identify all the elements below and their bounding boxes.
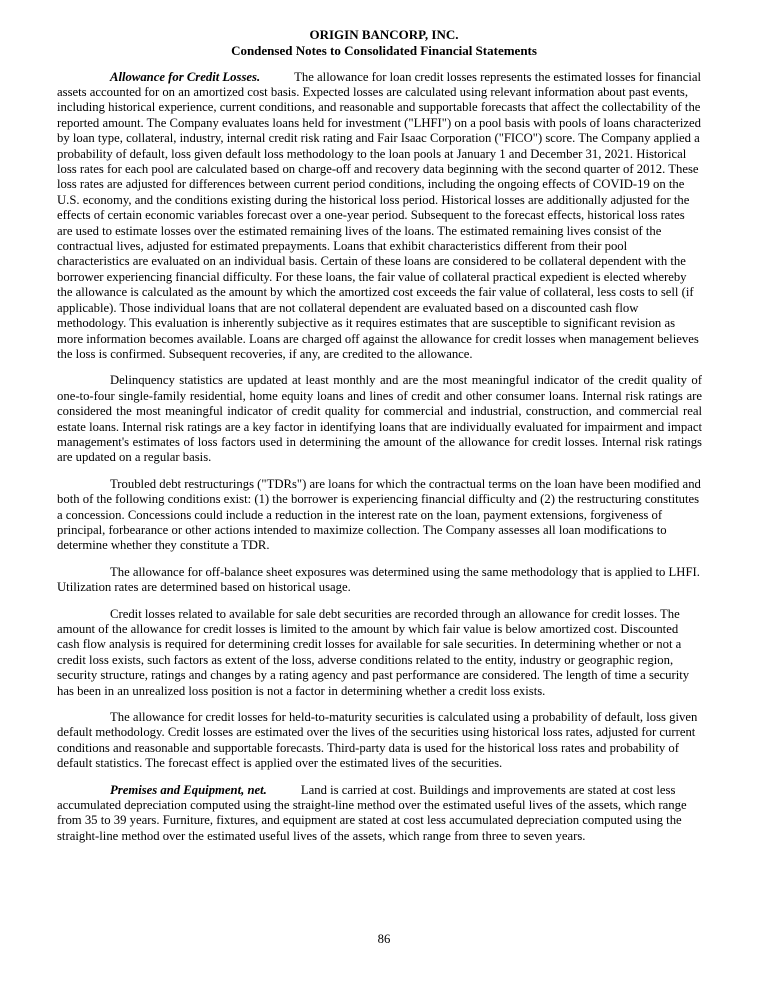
- paragraph-text: Land is carried at cost. Buildings and improvements are stated at cost less accumulated depreciation computed using the straight-line method over the estimated useful lives of the assets, which range from 35 to 39 years. Furniture, fixtures, and equipment are stated at cost less accumulated depreciation computed using the straight-line method over the estimated useful lives of the assets, which range from three to seven years.: [57, 782, 687, 843]
- paragraph-allowance-credit-losses: [57, 70, 702, 363]
- paragraph-text: The allowance for off-balance sheet exposures was determined using the same methodology that is applied to LHFI. Utilization rates are determined based on historical usage.: [57, 564, 700, 595]
- paragraph-text: Troubled debt restructurings ("TDRs") are loans for which the contractual terms on the loan have been modified and both of the following conditions exist: (1) the borrower is experiencing financial difficulty and (2) the restructuring constitutes a concession. Concessions could include a reduction in the interest rate on the loan, payment extensions, forgiveness of principal, forbearance or other actions intended to maximize collection. The Company assesses all loan modifications to determine whether they constitute a TDR.: [57, 476, 701, 553]
- paragraph-text: Delinquency statistics are updated at least monthly and are the most meaningful indicator of the credit quality of one-to-four single-family residential, home equity loans and lines of credit and other consumer loans. Internal risk ratings are considered the most meaningful indicator of credit quality for commercial and industrial, construction, and commercial real estate loans. Internal risk ratings are a key factor in identifying loans that are individually evaluated for impairment and impact management's estimates of loss factors used in determining the amount of the allowance for credit losses. Internal risk ratings are updated on a regular basis.: [57, 373, 702, 465]
- paragraph-lead-premises-and-equipment: Premises and Equipment, net.: [110, 782, 267, 797]
- paragraph-held-to-maturity-credit-losses: [57, 710, 702, 772]
- paragraph-available-for-sale-credit-losses: [57, 607, 702, 699]
- document-header: [0, 0, 768, 59]
- paragraph-text: The allowance for loan credit losses represents the estimated losses for financial assets accounted for on an amortized cost basis. Expected losses are calculated using relevant information about past events, including historical experience, current conditions, and reasonable and supportable forecasts that affect the collectability of the reported amount. The Company evaluates loans held for investment ("LHFI") on a pool basis with pools of loans characterized by loan type, collateral, industry, internal credit risk rating and Fair Isaac Corporation ("FICO") score. The Company applied a probability of default, loss given default loss methodology to the loan pools at January 1 and December 31, 2021. Historical loss rates for each pool are calculated based on charge-off and recovery data beginning with the second quarter of 2012. These loss rates are adjusted for differences between current period conditions, including the ongoing effects of COVID-19 on the U.S. economy, and the conditions existing during the historical loss period. Historical losses are additionally adjusted for the effects of certain economic variables forecast over a one-year period. Subsequent to the forecast effects, historical loss rates are used to estimate losses over the estimated remaining lives of the loans. The estimated remaining lives consist of the contractual lives, adjusted for estimated prepayments. Loans that exhibit characteristics different from their pool characteristics are evaluated on an individual basis. Certain of these loans are considered to be collateral dependent with the borrower experiencing financial difficulty. For these loans, the fair value of collateral practical expedient is elected whereby the allowance is calculated as the amount by which the amortized cost exceeds the fair value of collateral, less costs to sell (if applicable). Those individual loans that are not collateral dependent are evaluated based on a discounted cash flow methodology. This evaluation is inherently subjective as it requires estimates that are susceptible to significant revision as more information becomes available. Loans are charged off against the allowance for credit losses when management believes the loss is confirmed. Subsequent recoveries, if any, are credited to the allowance.: [57, 69, 702, 361]
- company-name: ORIGIN BANCORP, INC.: [309, 27, 459, 42]
- paragraph-troubled-debt-restructurings: [57, 477, 702, 554]
- paragraph-delinquency-statistics: [57, 373, 702, 465]
- document-body: [0, 70, 768, 845]
- paragraph-lead-allowance-credit-losses: Allowance for Credit Losses.: [110, 69, 261, 84]
- paragraph-text: The allowance for credit losses for held-to-maturity securities is calculated using a probability of default, loss given default methodology. Credit losses are estimated over the lives of the securities using historical loss rates, adjusted for current conditions and reasonable and supportable forecasts. Third-party data is used for the historical loss rates and probability of default statistics. The forecast effect is applied over the estimated lives of the securities.: [57, 710, 698, 771]
- page-number: 86: [377, 932, 391, 946]
- document-title: Condensed Notes to Consolidated Financial Statements: [231, 42, 537, 58]
- paragraph-text: Credit losses related to available for sale debt securities are recorded through an allowance for credit losses. The amount of the allowance for credit losses is limited to the amount by which fair value is below amortized cost. Discounted cash flow analysis is required for determining credit losses for available for sale securities. In determining whether or not a credit loss exists, such factors as extent of the loss, adverse conditions related to the entity, industry or geographic region, security structure, ratings and changes by a rating agency and past performance are considered. The length of time a security has been in an unrealized loss position is not a factor in determining whether a credit loss exists.: [57, 606, 690, 698]
- paragraph-off-balance-sheet-exposures: [57, 565, 702, 596]
- paragraph-premises-and-equipment: [57, 783, 702, 845]
